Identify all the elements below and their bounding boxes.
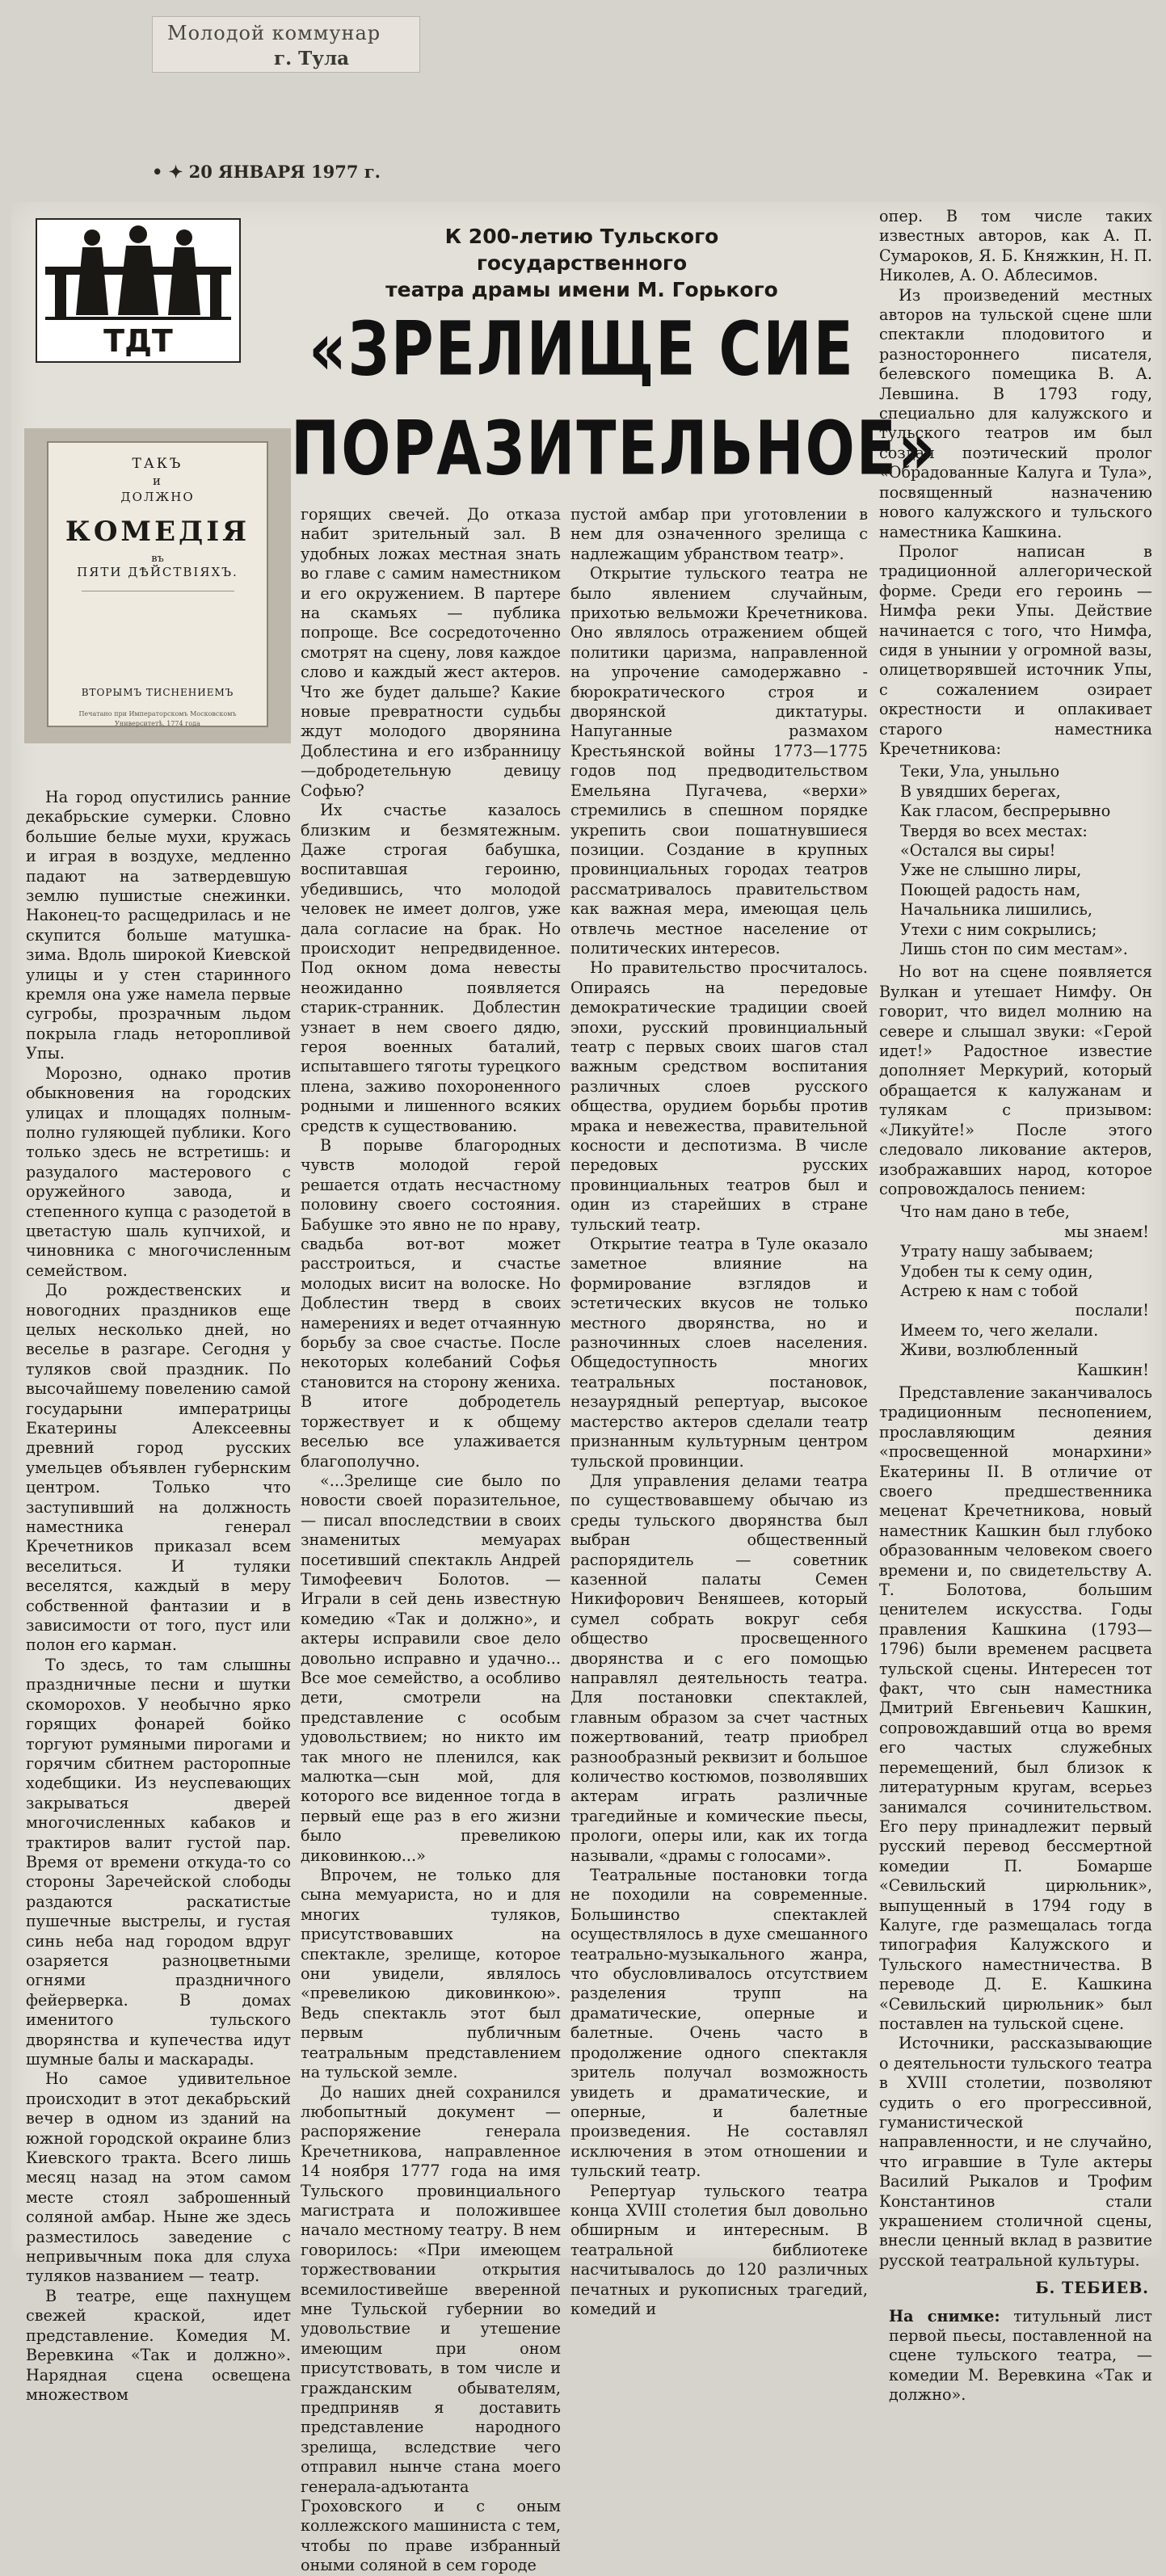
book-title-page [47, 441, 268, 727]
rubric [339, 223, 824, 303]
verse-line: Утехи с ним сокрылись; [900, 920, 1097, 939]
verse-line: Удобен ты к сему один, [900, 1261, 1093, 1281]
verse-line: В увядших берегах, [900, 781, 1061, 801]
book-title-line: и [153, 474, 162, 488]
verse-line: мы знаем! [1064, 1222, 1149, 1241]
publication-stamp [152, 16, 420, 73]
caption-text: титульный лист первой пьесы, поставленной на сцене тульского театра, — комедии М. Веревкина «Так и должно». [889, 2306, 1152, 2405]
paragraph: Театральные постановки тогда не походили на современные. Большинство спектаклей осуществлялось в духе смешанного театрально-музыкального жанра, что обусловливалось отсутствием разделения трупп на драматические, оперные и балетные. Очень часто в продолжение одного спектакля зритель получал возможность увидеть и драматические, и оперные, и балетные произведения. Не составлял исключения в этом отношении и тульский театр. [570, 1866, 868, 2181]
paragraph: Пролог написан в традиционной аллегорической форме. Среди его героинь — Нимфа реки Упы. Действие начинается с того, что Нимфа, сидя в унынии у огромной вазы, олицетворявшей источник Упы, с сожалением озирает окрестности и оплакивает старого наместника Кречетникова: [879, 541, 1152, 758]
paragraph: Морозно, однако против обыкновения на городских улицах и площадях полным-полно гуляющей публики. Кого только здесь не встретишь: и разудалого мастерового с оружейного завода, и степенного купца с разодетой в цветастую шаль купчихой, и чиновника с многочисленным семейством. [26, 1063, 291, 1280]
verse-line: Астрею к нам с тобой [900, 1281, 1079, 1300]
verse-line: Как гласом, беспрерывно [900, 802, 1111, 821]
verse-line: Имеем то, чего желали. [900, 1320, 1099, 1340]
paragraph: опер. В том числе таких известных авторов, как А. П. Сумароков, Я. Б. Княжкин, Н. П. Николев, А. О. Аблесимов. [879, 207, 1152, 285]
paragraph: Но правительство просчиталось. Опираясь на передовые демократические традиции своей эпохи, русский провинциальный театр с первых своих шагов стал важным средством воспитания различных слоев русского общества, орудием борьбы против мрака и невежества, правительной косности и деспотизма. В числе передовых русских провинциальных театров был и один из старейших в стране тульский театр. [570, 958, 868, 1234]
verse-line: Начальника лишились, [900, 900, 1092, 920]
book-edition: ВТОРЫМЪ ТИСНЕНИЕМЪ [81, 687, 234, 698]
article-column-4 [879, 207, 1152, 2405]
article-column-3 [570, 505, 868, 2318]
verse-line: послали! [1075, 1301, 1149, 1320]
paragraph: Впрочем, не только для сына мемуариста, но и для многих туляков, присутствовавших на спектакле, зрелище, которое они увидели, являлось «превеликою диковинкою». Ведь спектакль этот был первым публичным театральным представлением на тульской земле. [301, 1866, 561, 2082]
verse-quote-1 [879, 762, 1152, 959]
article-column-1 [26, 788, 291, 2404]
paragraph: Представление заканчивалось традиционным песнопением, прославляющим деяния «просвещенной монархини» Екатерины II. В отличие от своего предшественника меценат Кречетникова, новый наместник Кашкин был глубоко образованным человеком своего времени и, по свидетельству А. Т. Болотова, большим ценителем искусства. Годы правления Кашкина (1793—1796) были временем расцвета тульской сцены. Интересен тот факт, что сын наместника Дмитрий Евгеньевич Кашкин, сопровождавший отца во время его частых служебных перемещений, был близок к литературным кругам, всерьез занимался сочинительством. Его перу принадлежит первый русский перевод бессмертной комедии П. Бомарше «Севильский цирюльник», выпущенный в 1794 году в Калуге, где размещалась тогда типография Калужского и Тульского наместничества. В переводе Д. Е. Кашкина «Севильский цирюльник» был поставлен на тульской сцене. [879, 1383, 1152, 2033]
verse-quote-2 [879, 1202, 1152, 1380]
paragraph: То здесь, то там слышны праздничные песни и шутки скоморохов. У необычно ярко горящих фонарей бойко торгуют румяными пирогами и горячим сбитнем расторопные ходебщики. Из неуспевающих закрываться дверей многочисленных кабаков и трактиров валит густой пар. Время от времени откуда-то со стороны Заречейской слободы раздаются раскатистые пушечные выстрелы, и густая синь неба над городом вдруг озаряется разноцветными огнями праздничного фейерверка. В домах именитого тульского дворянства и купечества идут шумные балы и маскарады. [26, 1655, 291, 2069]
logo-text: ТДТ [103, 323, 173, 359]
headline-line: «ЗРЕЛИЩЕ СИЕ [309, 305, 855, 393]
paragraph: Репертуар тульского театра конца XVIII столетия был довольно обширным и интересным. В театральной библиотеке насчитывалось до 120 различных печатных и рукописных трагедий, комедий и [570, 2181, 868, 2318]
paragraph: Источники, рассказывающие о деятельности тульского театра в XVIII столетии, позволяют судить о его прогрессивной, гуманистической направленности, и не случайно, что игравшие в Туле актеры Василий Рыкалов и Трофим Константинов стали украшением столичной сцены, внесли ценный вклад в развитие русской театральной культуры. [879, 2034, 1152, 2270]
verse-line: Живи, возлюбленный [900, 1341, 1079, 1360]
paragraph: Для управления делами театра по существовавшему обычаю из среды тульского дворянства был выбран общественный распорядитель — советник казенной палаты Семен Никифорович Веняшеев, который сумел собрать вокруг себя общество просвещенного дворянства и с его помощью направлял деятельность театра. Для постановки спектаклей, главным образом за счет частных пожертвований, театр приобрел разнообразный реквизит и большое количество костюмов, позволявших актерам играть различные трагедийные и комические пьесы, прологи, оперы или, как их тогда называли, «драмы с голосами». [570, 1471, 868, 1865]
author-signature: Б. ТЕБИЕВ. [1035, 2279, 1149, 2298]
theatre-logo [36, 218, 241, 363]
book-title-line: ДОЛЖНО [120, 490, 195, 504]
paragraph: Открытие тульского театра не было явлением случайным, прихотью вельможи Кречетникова. Оно являлось отражением общей политики царизма, направленной на упрочение самодержавно - бюрократического строя и дворянской диктатуры. Напуганные размахом Крестьянской войны 1773—1775 годов под предводительством Емельяна Пугачева, «верхи» стремились в спешном порядке укрепить свои пошатнувшиеся позиции. Создание в крупных провинциальных городах театров рассматривалось правительством как важная мера, имеющая цель отвлечь местное население от политических интересов. [570, 564, 868, 958]
book-title-line: въ [151, 553, 164, 565]
paragraph: Их счастье казалось близким и безмятежным. Даже строгая бабушка, воспитавшая героиню, убедившись, что молодой человек не имеет долгов, уже дала согласие на брак. Но происходит непредвиденное. Под окном дома невесты неожиданно появляется старик-странник. Доблестин узнает в нем своего дядю, героя военных баталий, испытавшего тяготы турецкого плена, заживо похороненного родными и лишенного всяких средств к существованию. [301, 801, 561, 1135]
book-title-line: ПЯТИ ДѢЙСТВІЯХЪ. [77, 565, 238, 579]
verse-line: Утрату нашу забываем; [900, 1242, 1094, 1261]
theatre-masks-icon [37, 220, 239, 361]
headline [291, 299, 937, 498]
publication-name: Молодой коммунар [167, 22, 381, 44]
article-column-2 [301, 505, 561, 2575]
paragraph: горящих свечей. До отказа набит зрительный зал. В удобных ложах местная знать во главе с самим наместником и его окружением. В партере на скамьях — публика попроще. Все сосредоточенно смотрят на сцену, ловя каждое слово и каждый жест актеров. Что же будет дальше? Какие новые превратности судьбы ждут молодого дворянина Доблестина и его избранницу—добродетельную девицу Софью? [301, 505, 561, 800]
photo-caption [879, 2307, 1152, 2406]
paragraph: На город опустились ранние декабрьские сумерки. Словно большие белые мухи, кружась и играя в воздухе, медленно падают на затвердевшую землю пушистые снежинки. Наконец-то расщедрилась и не скупится больше матушка-зима. Вдоль широкой Киевской улицы и у стен старинного кремля она уже намела первые сугробы, прозрачным льдом покрыла гладь неторопливой Упы. [26, 788, 291, 1063]
paragraph: Но вот на сцене появляется Вулкан и утешает Нимфу. Он говорит, что видел молнию на севере и слышал звуки: «Герой идет!» Радостное известие дополняет Меркурий, который обращается к калужанам и тулякам с призывом: «Ликуйте!» После этого следовало ликование актеров, изображавших народ, которое сопровождалось пением: [879, 962, 1152, 1198]
paragraph: пустой амбар при уготовлении в нем для означенного зрелища с надлежащим убранством театр». [570, 505, 868, 563]
paragraph: В театре, еще пахнущем свежей краской, идет представление. Комедия М. Веревкина «Так и должно». Нарядная сцена освещена множеством [26, 2286, 291, 2404]
paragraph: Открытие театра в Туле оказало заметное влияние на формирование взглядов и эстетических вкусов не только местного дворянства, но и разночинных слоев населения. Общедоступность многих театральных постановок, незаурядный репертуар, высокое мастерство актеров сделали театр признанным культурным центром тульской провинции. [570, 1235, 868, 1471]
rubric-line: К 200-летию Тульского государственного [444, 225, 719, 275]
paragraph: До рождественских и новогодних праздников еще целых несколько дней, но веселье в разгаре. Сегодня у туляков свой праздник. По высочайшему повелению самой государыни императрицы Екатерины Алексеевны древний город русских умельцев объявлен губернским центром. Только что заступивший на должность наместника генерал Кречетников приказал всем веселиться. И туляки веселятся, каждый в меру собственной фантазии и в зависимости от того, пуст или полон его карман. [26, 1281, 291, 1655]
paragraph: До наших дней сохранился любопытный документ — распоряжение генерала Кречетникова, направленное 14 ноября 1777 года на имя Тульского провинциального магистрата и положившее начало местному театру. В нем говорилось: «При имеющем торжествовании открытия всемилостивейше вверенной мне Тульской губернии во удовольствие и утешение имеющим при оном присутствовать, в том числе и гражданским обывателям, предприняв я доставить представление народного зрелища, вследствие чего отправил нынче стана моего генерала-адъютанта Гроховского и с оным коллежского машиниста с тем, чтобы по праве избранный оными соляной в сем городе [301, 2082, 561, 2575]
verse-line: Твердя во всех местах: [900, 821, 1088, 840]
dateline: • ✦ 20 ЯНВАРЯ 1977 г. [152, 162, 381, 182]
book-title-page-photo [24, 428, 291, 743]
headline-line: ПОРАЗИТЕЛЬНОЕ» [291, 404, 937, 492]
verse-line: Уже не слышно лиры, [900, 861, 1082, 880]
book-title-main: КОМЕДІЯ [65, 516, 250, 548]
verse-line: Что нам дано в тебе, [900, 1202, 1070, 1222]
publication-city: г. Тула [274, 48, 350, 69]
caption-label: На снимке: [889, 2306, 1000, 2326]
rubric-line: театра драмы имени М. Горького [385, 278, 778, 301]
book-title-line: ТАКЪ [132, 456, 183, 472]
paragraph: «...Зрелище сие было по новости своей поразительное,— писал впоследствии в своих знаменитых мемуарах посетивший спектакль Андрей Тимофеевич Болотов. — Играли в сей день известную комедию «Так и должно», и актеры исправили свое дело довольно исправно и удачно... Все мое семейство, а особливо дети, смотрели на представление с особым удовольствием; но никто им так много не пленился, как малютка—сын мой, для которого все виденное тогда в первый еще раз в его жизни было превеликою диковинкою...» [301, 1471, 561, 1865]
book-imprint: Печатано при Императорскомъ Московскомъ Университетѣ, 1774 года [78, 710, 237, 727]
verse-line: Поющей радость нам, [900, 880, 1081, 899]
paragraph: Но самое удивительное происходит в этот декабрьский вечер в одном из зданий на южной городской окраине близ Киевского тракта. Всего лишь месяц назад на этом самом месте стоял заброшенный соляной амбар. Ныне же здесь разместилось заведение с непривычным пока для слуха туляков названием — театр. [26, 2069, 291, 2286]
paragraph: Из произведений местных авторов на тульской сцене шли спектакли плодовитого и разностороннего писателя, белевского помещика В. А. Левшина. В 1793 году, специально для калужского и тульского театров им был создан поэтический пролог «Обрадованные Калуга и Тула», посвященный назначению нового калужского и тульского наместника Кашкина. [879, 285, 1152, 541]
verse-line: «Остался вы сиры! [900, 841, 1056, 860]
verse-line: Кашкин! [1076, 1360, 1149, 1379]
verse-line: Лишь стон по сим местам». [900, 940, 1128, 959]
verse-line: Теки, Ула, уныльно [900, 762, 1060, 781]
paragraph: В порыве благородных чувств молодой герой решается отдать несчастному половину своего состояния. Бабушке это явно не по нраву, свадьба вот-вот может расстроиться, и счастье молодых висит на волоске. Но Доблестин тверд в своих намерениях и ведет отчаянную борьбу за свое счастье. После некоторых колебаний Софья становится на сторону жениха. В итоге добродетель торжествует и к общему веселью все улаживается благополучно. [301, 1136, 561, 1471]
